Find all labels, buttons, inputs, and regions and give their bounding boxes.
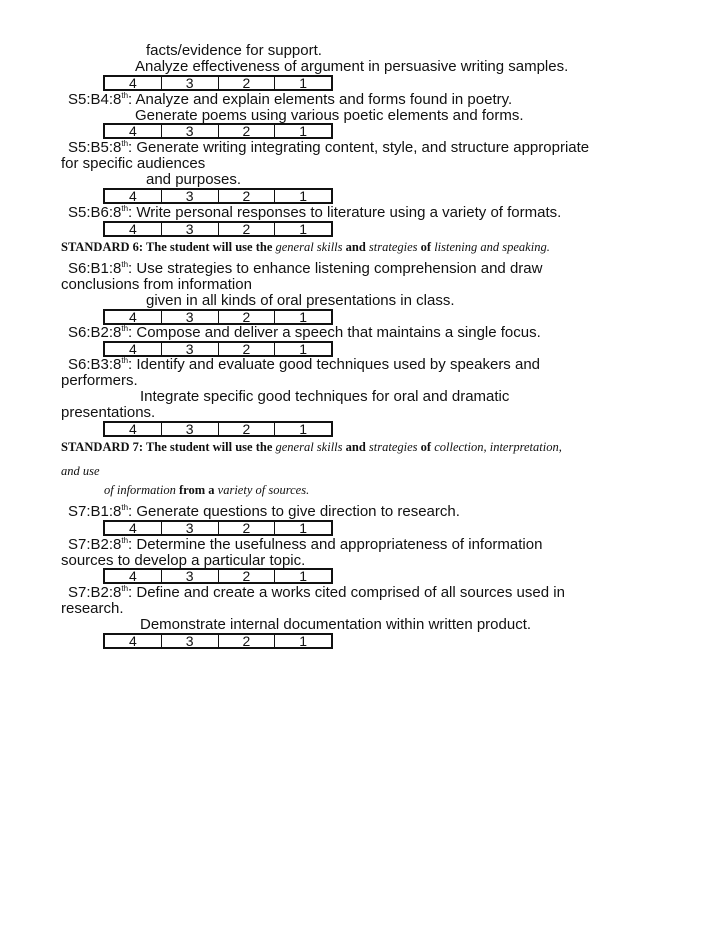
rating-1: 1 [299,568,308,584]
rating-2: 2 [219,570,276,582]
rating-4: 4 [105,125,162,137]
rating-4: 4 [105,343,162,355]
rating-scale [103,123,333,139]
rating-scale [103,421,333,437]
benchmark-s7-b1: S7:B1:8th: Generate questions to give direction to research. [68,503,460,520]
rating-3: 3 [162,311,219,323]
rating-2: 2 [219,522,276,534]
rating-3: 3 [162,570,219,582]
rating-1: 1 [299,221,308,237]
text-line: conclusions from information [61,276,252,293]
rating-1: 1 [299,421,308,437]
text-line: facts/evidence for support. [146,42,322,59]
benchmark-s5-b5: S5:B5:8th: Generate writing integrating content, style, and structure appropriate [68,139,590,156]
benchmark-s6-b3: S6:B3:8th: Identify and evaluate good techniques used by speakers and [68,356,541,373]
rating-3: 3 [162,77,219,89]
rating-4: 4 [105,635,162,647]
benchmark-s5-b4: S5:B4:8th: Analyze and explain elements and forms found in poetry. [68,91,513,108]
rating-3: 3 [162,343,219,355]
benchmark-s6-b1: S6:B1:8th: Use strategies to enhance listening comprehension and draw [68,260,543,277]
rating-scale [103,520,333,536]
text-line: performers. [61,372,138,389]
rating-2: 2 [219,343,276,355]
rating-4: 4 [105,311,162,323]
text-line: Generate poems using various poetic elements and forms. [135,107,524,124]
rating-3: 3 [162,635,219,647]
rating-4: 4 [105,190,162,202]
benchmark-s7-b2: S7:B2:8th: Determine the usefulness and appropriateness of information [68,536,543,553]
benchmark-s6-b2: S6:B2:8th: Compose and deliver a speech that maintains a single focus. [68,324,541,341]
rating-4: 4 [105,223,162,235]
standard-6-heading: STANDARD 6: The student will use the general skills and strategies of listening and speaking. [61,240,550,254]
rating-1: 1 [299,520,308,536]
standard-7-heading-cont: of information from a variety of sources. [104,483,310,497]
text-line: Integrate specific good techniques for oral and dramatic [140,388,510,405]
rating-scale [103,75,333,91]
rating-scale [103,568,333,584]
rating-2: 2 [219,125,276,137]
rating-3: 3 [162,223,219,235]
standard-7-heading-cont: and use [61,464,100,478]
rating-4: 4 [105,570,162,582]
rating-4: 4 [105,423,162,435]
text-line: for specific audiences [61,155,206,172]
text-line: Analyze effectiveness of argument in persuasive writing samples. [135,58,569,75]
rating-3: 3 [162,522,219,534]
rating-2: 2 [219,635,276,647]
rating-1: 1 [299,75,308,91]
rating-scale [103,633,333,649]
rating-1: 1 [299,633,308,649]
rating-3: 3 [162,190,219,202]
standard-7-heading: STANDARD 7: The student will use the general skills and strategies of collection, interpretation, [61,440,562,454]
rating-2: 2 [219,77,276,89]
rating-scale [103,309,333,325]
text-line: and purposes. [146,171,242,188]
rating-4: 4 [105,77,162,89]
benchmark-s7-b2b: S7:B2:8th: Define and create a works cited comprised of all sources used in [68,584,565,601]
rating-2: 2 [219,311,276,323]
text-line: sources to develop a particular topic. [61,552,306,569]
rating-1: 1 [299,188,308,204]
rating-scale [103,341,333,357]
text-line: research. [61,600,124,617]
rating-scale [103,221,333,237]
benchmark-s5-b6: S5:B6:8th: Write personal responses to literature using a variety of formats. [68,204,562,221]
rating-3: 3 [162,423,219,435]
text-line: Demonstrate internal documentation within written product. [140,616,532,633]
rating-1: 1 [299,341,308,357]
text-line: presentations. [61,404,156,421]
rating-1: 1 [299,309,308,325]
rating-scale [103,188,333,204]
rating-2: 2 [219,223,276,235]
rating-2: 2 [219,423,276,435]
rating-4: 4 [105,522,162,534]
rating-3: 3 [162,125,219,137]
rating-2: 2 [219,190,276,202]
rating-1: 1 [299,123,308,139]
text-line: given in all kinds of oral presentations in class. [146,292,455,309]
